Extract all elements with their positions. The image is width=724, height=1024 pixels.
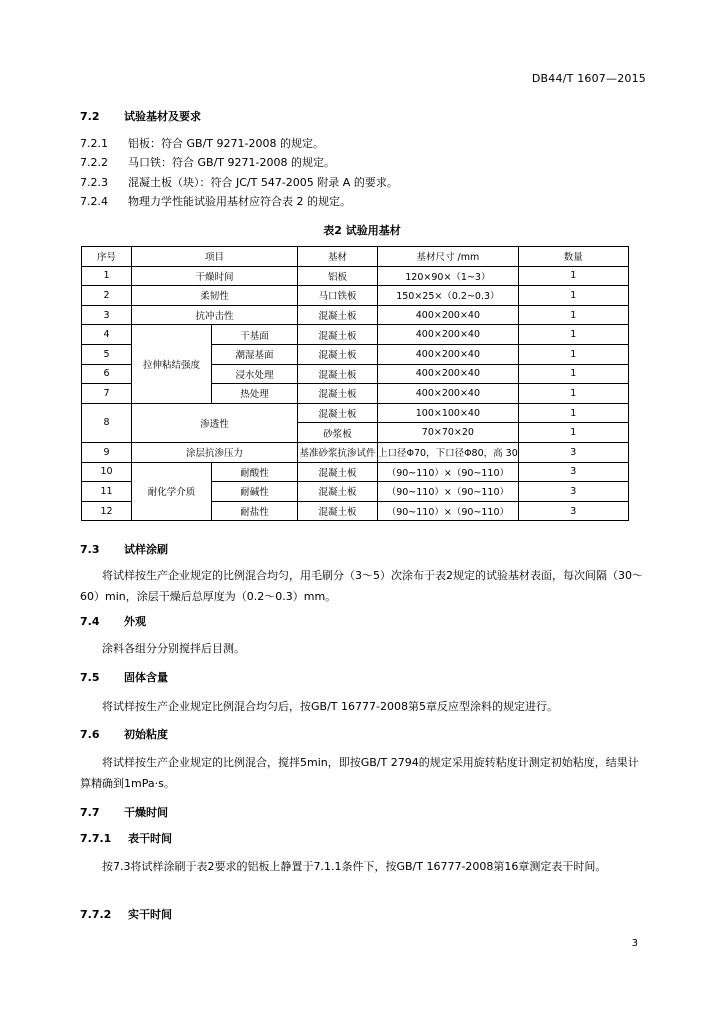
header-cell: 序号 [82,247,132,267]
paragraph: 将试样按生产企业规定比例混合均匀后，按GB/T 16777-2008第5章反应型涂料的规定进行。 [102,700,558,713]
section-number: 7.5 [80,671,100,684]
cell-item: 耐酸性 [212,462,298,482]
section-title: 干燥时间 [124,806,168,819]
table-row [82,286,629,306]
section-title: 实干时间 [128,908,172,921]
cell-qty: 1 [518,286,628,306]
section-title: 表干时间 [128,832,172,845]
cell-size: 400×200×40 [378,305,519,325]
cell-size: （90~110）×（90~110） [378,482,519,502]
section-7-7-heading [80,805,168,821]
section-number: 7.7.1 [80,832,112,845]
section-number: 7.4 [80,615,100,628]
cell-qty: 1 [518,403,628,423]
section-number: 7.6 [80,728,100,741]
cell-size: 150×25×（0.2~0.3） [378,286,519,306]
table-row [82,266,629,286]
table-row [82,403,629,423]
cell-item: 涂层抗渗压力 [132,442,298,462]
cell-item: 抗冲击性 [132,305,298,325]
cell-item: 渗透性 [132,403,298,442]
clause-text: 混凝土板（块）：符合 JC/T 547-2005 附录 A 的要求。 [128,176,398,189]
section-number: 7.2 [80,110,100,123]
cell-no: 2 [82,286,132,306]
table-row [82,462,629,482]
cell-substrate: 基准砂浆抗渗试件 [298,442,378,462]
cell-size: 120×90×（1~3） [378,266,519,286]
section-7-3-heading [80,542,168,558]
header-cell: 数量 [518,247,628,267]
clause-number: 7.2.1 [80,137,108,150]
table-row [82,442,629,462]
section-title: 试样涂刷 [124,543,168,556]
header-cell: 基材 [298,247,378,267]
section-number: 7.7 [80,806,100,819]
cell-qty: 1 [518,423,628,443]
header-cell: 项目 [132,247,298,267]
cell-item: 潮湿基面 [212,344,298,364]
cell-item: 干燥时间 [132,266,298,286]
cell-no: 3 [82,305,132,325]
clause-number: 7.2.3 [80,176,108,189]
cell-size: 400×200×40 [378,364,519,384]
cell-substrate: 混凝土板 [298,364,378,384]
clause-7-2-1 [80,136,324,152]
cell-size: 400×200×40 [378,344,519,364]
cell-substrate: 铝板 [298,266,378,286]
cell-substrate: 马口铁板 [298,286,378,306]
clause-number: 7.2.4 [80,195,108,208]
clause-7-2-4 [80,194,351,210]
cell-substrate: 混凝土板 [298,384,378,404]
section-title: 固体含量 [124,671,168,684]
cell-size: （90~110）×（90~110） [378,501,519,521]
cell-qty: 3 [518,462,628,482]
cell-qty: 3 [518,482,628,502]
cell-substrate: 混凝土板 [298,403,378,423]
cell-group: 耐化学介质 [132,462,212,521]
standard-code: DB44/T 1607—2015 [531,72,646,85]
section-title: 试验基材及要求 [124,110,201,123]
cell-size: 上口径Φ70，下口径Φ80，高 30 [378,442,519,462]
cell-size: 100×100×40 [378,403,519,423]
paragraph: 将试样按生产企业规定的比例混合均匀，用毛刷分（3～5）次涂布于表2规定的试验基材表面，每次间隔（30～60）min，涂层干燥后总厚度为（0.2～0.3）mm。 [80,569,643,603]
cell-item: 耐碱性 [212,482,298,502]
cell-size: 400×200×40 [378,384,519,404]
cell-item: 浸水处理 [212,364,298,384]
cell-size: 400×200×40 [378,325,519,345]
cell-no: 6 [82,364,132,384]
section-number: 7.3 [80,543,100,556]
cell-substrate: 混凝土板 [298,344,378,364]
cell-group: 拉伸粘结强度 [132,325,212,403]
cell-qty: 1 [518,364,628,384]
cell-qty: 3 [518,501,628,521]
cell-no: 5 [82,344,132,364]
header-cell: 基材尺寸 /mm [378,247,519,267]
clause-text: 铝板：符合 GB/T 9271-2008 的规定。 [128,137,324,150]
section-7-4-heading [80,614,146,630]
cell-qty: 1 [518,344,628,364]
paragraph: 按7.3将试样涂刷于表2要求的铝板上静置于7.1.1条件下，按GB/T 16777-2008第16章测定表干时间。 [102,860,607,873]
cell-no: 4 [82,325,132,345]
cell-no: 8 [82,403,132,442]
section-7-2-heading [80,109,201,125]
section-title: 外观 [124,615,146,628]
cell-substrate: 混凝土板 [298,501,378,521]
clause-text: 物理力学性能试验用基材应符合表 2 的规定。 [128,195,351,208]
cell-substrate: 混凝土板 [298,325,378,345]
cell-qty: 1 [518,266,628,286]
cell-substrate: 混凝土板 [298,482,378,502]
cell-no: 9 [82,442,132,462]
cell-size: 70×70×20 [378,423,519,443]
table-header-row [82,247,629,267]
cell-qty: 1 [518,325,628,345]
paragraph: 涂料各组分分别搅拌后目测。 [102,642,245,655]
clause-7-2-2 [80,155,335,171]
cell-item: 柔韧性 [132,286,298,306]
section-title: 初始粘度 [124,728,168,741]
clause-7-2-3 [80,175,398,191]
section-7-6-heading [80,727,168,743]
cell-qty: 1 [518,305,628,325]
clause-number: 7.2.2 [80,156,108,169]
section-7-7-2-heading [80,907,172,923]
cell-qty: 3 [518,442,628,462]
cell-substrate: 砂浆板 [298,423,378,443]
cell-no: 7 [82,384,132,404]
page-number: 3 [631,938,638,949]
section-number: 7.7.2 [80,908,112,921]
substrate-table [81,246,629,521]
cell-item: 耐盐性 [212,501,298,521]
cell-substrate: 混凝土板 [298,462,378,482]
cell-item: 干基面 [212,325,298,345]
cell-qty: 1 [518,384,628,404]
section-7-7-1-heading [80,831,172,847]
cell-size: （90~110）×（90~110） [378,462,519,482]
cell-substrate: 混凝土板 [298,305,378,325]
cell-item: 热处理 [212,384,298,404]
table-row [82,305,629,325]
cell-no: 12 [82,501,132,521]
cell-no: 1 [82,266,132,286]
section-7-5-heading [80,670,168,686]
cell-no: 10 [82,462,132,482]
table-title: 表2 试验用基材 [323,224,401,237]
paragraph: 将试样按生产企业规定的比例混合，搅拌5min，即按GB/T 2794的规定采用旋转粘度计测定初始粘度，结果计算精确到1mPa·s。 [80,756,639,790]
clause-text: 马口铁：符合 GB/T 9271-2008 的规定。 [128,156,335,169]
cell-no: 11 [82,482,132,502]
table-row [82,325,629,345]
